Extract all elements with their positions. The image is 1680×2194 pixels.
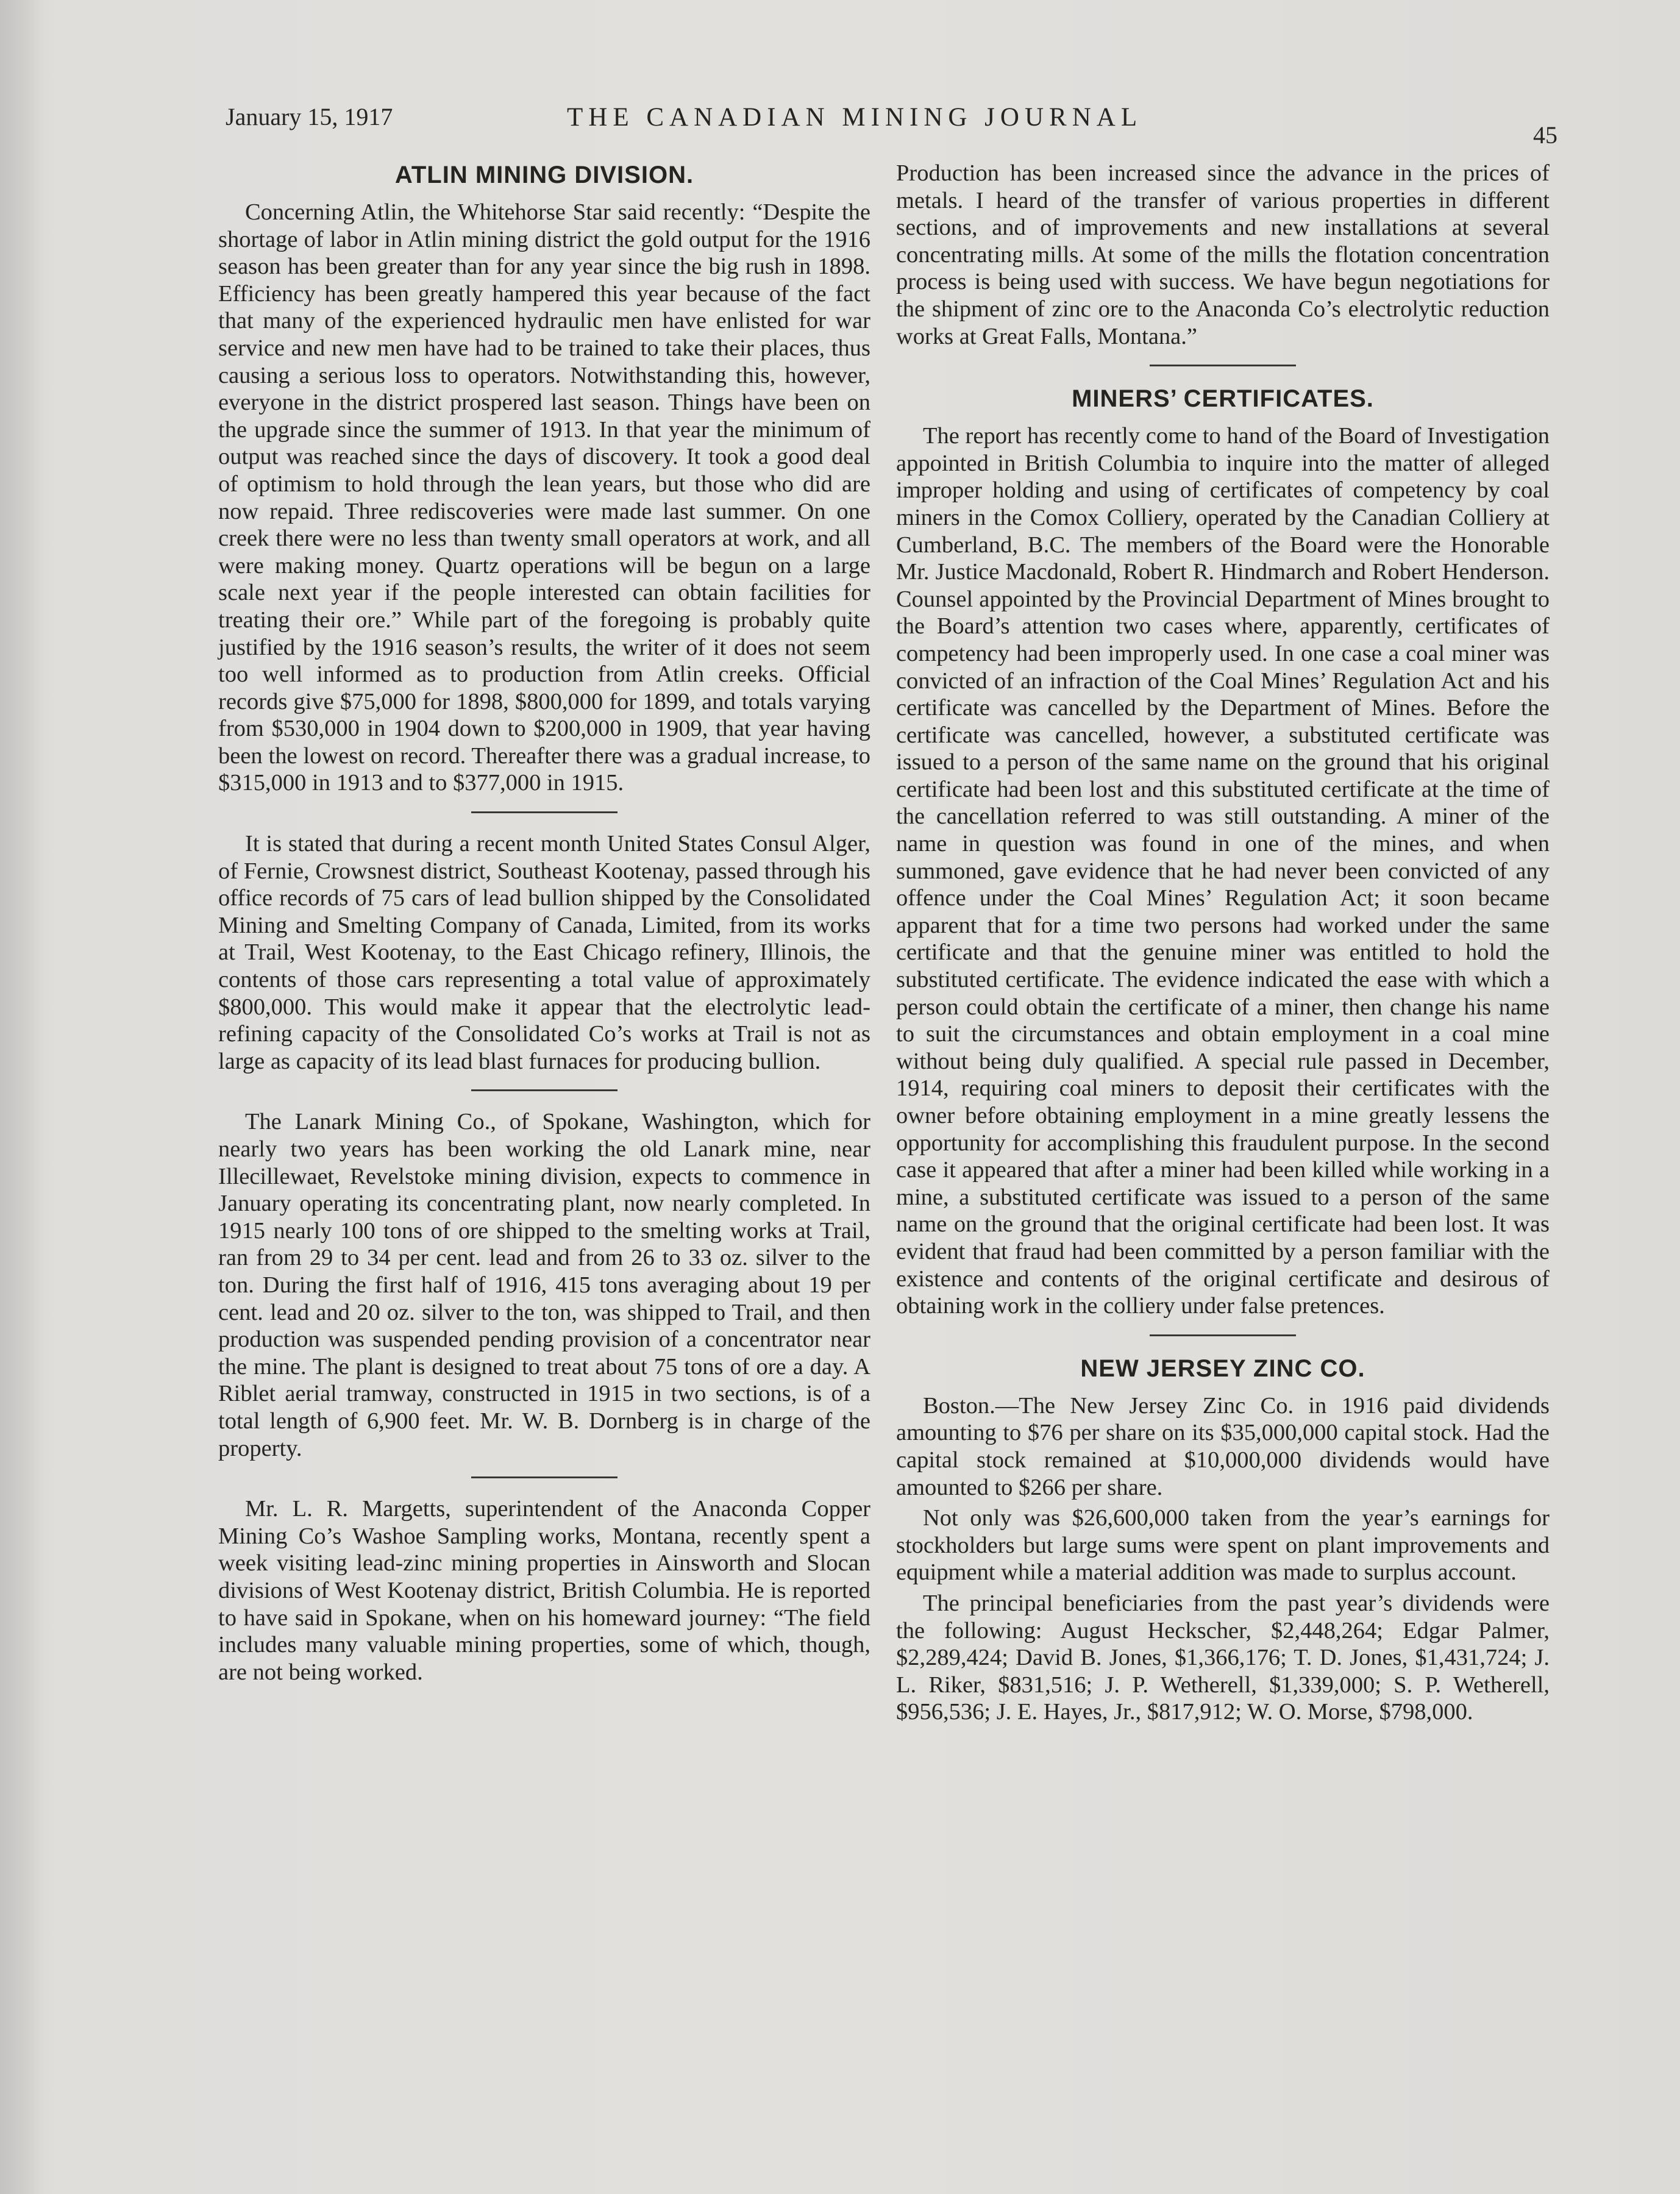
section-divider bbox=[1150, 365, 1296, 366]
nj-zinc-paragraph-3: The principal beneficiaries from the past year’s dividends were the following: August Heckscher, $2,448,264; Edgar Palmer, $2,289,424; David B. Jones, $1,366,176; T. D. Jones, $1,431,724; J. L. Riker, $831,516; J. P. Wetherell, $1,339,000; S. P. Wetherell, $956,536; J. E. Hayes, Jr., $817,912; W. O. Morse, $798,000. bbox=[896, 1590, 1550, 1725]
lanark-article-text: The Lanark Mining Co., of Spokane, Washington, which for nearly two years has been working the old Lanark mine, near Illecillewaet, Revelstoke mining division, expects to commence in January operating its concentrating plant, now nearly completed. In 1915 nearly 100 tons of ore shipped to the smelting works at Trail, ran from 29 to 34 per cent. lead and from 26 to 33 oz. silver to the ton. During the first half of 1916, 415 tons averaging about 19 per cent. lead and 20 oz. silver to the ton, was shipped to Trail, and then production was suspended pending provision of a concentrator near the mine. The plant is designed to treat about 75 tons of ore a day. A Riblet aerial tramway, constructed in 1915 in two sections, is of a total length of 6,900 feet. Mr. W. B. Dornberg is in charge of the property. bbox=[218, 1109, 870, 1461]
issue-date: January 15, 1917 bbox=[226, 103, 393, 130]
right-column bbox=[896, 160, 1550, 1726]
binding-shadow bbox=[0, 0, 43, 2194]
page-number: 45 bbox=[1533, 121, 1557, 149]
nj-zinc-paragraph-1: Boston.—The New Jersey Zinc Co. in 1916 paid dividends amounting to $76 per share on its $35,000,000 capital stock. Had the capital stock remained at $10,000,000 dividends would have amounted to $266 per share. bbox=[896, 1392, 1550, 1500]
miners-certificates-text: The report has recently come to hand of the Board of Investigation appointed in British Columbia to inquire into the matter of alleged improper holding and using of certificates of competency by coal miners in the Comox Colliery, operated by the Canadian Colliery at Cumberland, B.C. The members of the Board were the Honorable Mr. Justice Macdonald, Robert R. Hindmarch and Robert Henderson. Counsel appointed by the Provincial Department of Mines brought to the Board’s attention two cases where, apparently, certificates of competency had been improperly used. In one case a coal miner was convicted of an infraction of the Coal Mines’ Regulation Act and his certificate was cancelled by the Department of Mines. Before the certificate was cancelled, however, a substituted certificate was issued to a person of the same name on the ground that his original certificate had been lost and this substituted certificate at the time of the cancellation referred to was still outstanding. A miner of the name in question was found in one of the mines, and when summoned, gave evidence that he had never been convicted of any offence under the Coal Mines’ Regulation Act; it soon became apparent that for a time two persons had worked under the same certificate and that the genuine miner was entitled to hold the substituted certificate. The evidence indicated the ease with which a person could obtain the certificate of a miner, then change his name to suit the circumstances and obtain employment in a coal mine without being duly qualified. A special rule passed in December, 1914, requiring coal miners to deposit their certificates with the owner before obtaining employment in a mine greatly lessens the opportunity for accomplishing this fraudulent purpose. In the second case it appeared that after a miner had been killed while working in a mine, a substituted certificate was issued to a person of the same name on the ground that the original certificate had been lost. It was evident that fraud had been committed by a person familiar with the existence and contents of the original certificate and desirous of obtaining work in the colliery under false pretences. bbox=[896, 423, 1550, 1319]
section-divider bbox=[471, 1476, 618, 1478]
margetts-article-continued: Production has been increased since the advance in the prices of metals. I heard of the transfer of various properties in different sections, and of improvements and new installations at several concentrating mills. At some of the mills the flotation concentration process is being used with success. We have begun negotiations for the shipment of zinc ore to the Anaconda Co’s electrolytic reduction works at Great Falls, Montana.” bbox=[896, 160, 1550, 349]
running-header bbox=[226, 98, 1567, 149]
margetts-article-text: Mr. L. R. Margetts, superintendent of the Anaconda Copper Mining Co’s Washoe Sampling works, Montana, recently spent a week visiting lead-zinc mining properties in Ainsworth and Slocan divisions of West Kootenay district, British Columbia. He is reported to have said in Spokane, when on his homeward journey: “The field includes many valuable mining properties, some of which, though, are not being worked. bbox=[218, 1496, 870, 1685]
atlin-article-text: Concerning Atlin, the Whitehorse Star said recently: “Despite the shortage of labor in Atlin mining district the gold output for the 1916 season has been greater than for any year since the big rush in 1898. Efficiency has been greatly hampered this year because of the fact that many of the experienced hydraulic men have enlisted for war service and new men have had to be trained to take their places, thus causing a serious loss to operators. Notwithstanding this, however, everyone in the district prospered last season. Things have been on the upgrade since the summer of 1913. In that year the minimum of output was reached since the days of discovery. It took a good deal of optimism to hold through the lean years, but those who did are now repaid. Three rediscoveries were made last summer. On one creek there were no less than twenty small operators at work, and all were making money. Quartz operations will be begun on a large scale next year if the people interested can obtain facilities for treating their ore.” While part of the foregoing is probably quite justified by the 1916 season’s results, the writer of it does not seem too well informed as to production from Atlin creeks. Official records give $75,000 for 1898, $800,000 for 1899, and totals varying from $530,000 in 1904 down to $200,000 in 1909, that year having been the lowest on record. Thereafter there was a gradual increase, to $315,000 in 1913 and to $377,000 in 1915. bbox=[218, 199, 870, 796]
nj-zinc-paragraph-2: Not only was $26,600,000 taken from the year’s earnings for stockholders but large sums were spent on plant improvements and equipment while a material addition was made to surplus account. bbox=[896, 1505, 1550, 1586]
miners-certificates-heading: MINERS’ CERTIFICATES. bbox=[1072, 385, 1374, 413]
atlin-heading: ATLIN MINING DIVISION. bbox=[394, 162, 694, 188]
left-column bbox=[218, 160, 870, 1686]
section-divider bbox=[471, 811, 618, 813]
section-divider bbox=[1150, 1334, 1296, 1336]
section-divider bbox=[471, 1089, 618, 1091]
nj-zinc-heading: NEW JERSEY ZINC CO. bbox=[1080, 1355, 1365, 1382]
journal-title: THE CANADIAN MINING JOURNAL bbox=[567, 103, 1143, 132]
lead-bullion-article-text: It is stated that during a recent month United States Consul Alger, of Fernie, Crowsnest district, Southeast Kootenay, passed through his office records of 75 cars of lead bullion shipped by the Consolidated Mining and Smelting Company of Canada, Limited, from its works at Trail, West Kootenay, to the East Chicago refinery, Illinois, the contents of those cars representing a total value of approximately $800,000. This would make it appear that the electrolytic lead-refining capacity of the Consolidated Co’s works at Trail is not as large as capacity of its lead blast furnaces for producing bullion. bbox=[218, 831, 871, 1074]
